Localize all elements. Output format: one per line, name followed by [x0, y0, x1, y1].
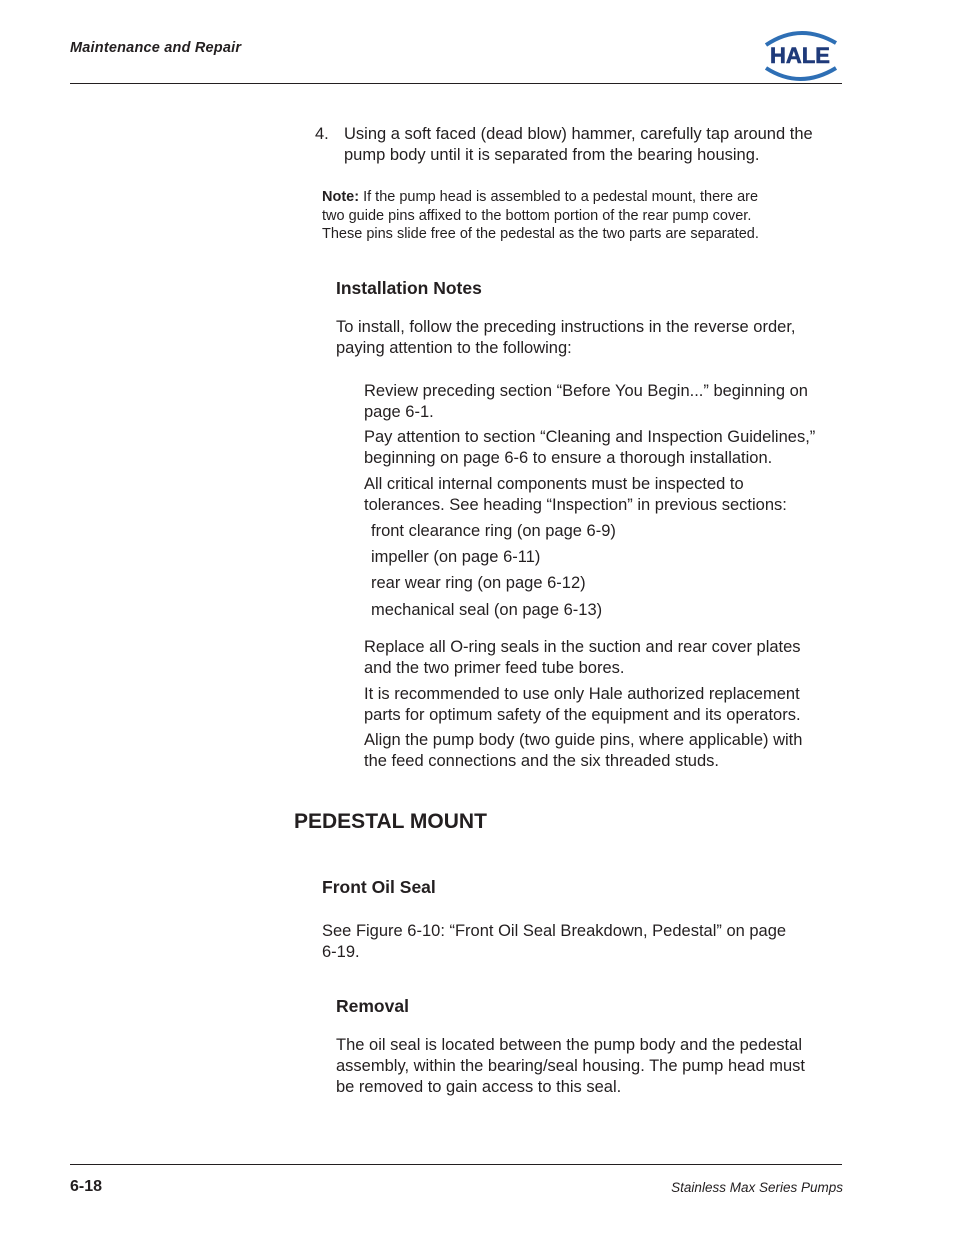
list-item-line: beginning on page 6-6 to ensure a thorough installation. [364, 449, 773, 467]
note-line-3: These pins slide free of the pedestal as the two parts are separated. [322, 226, 759, 242]
installation-item-6 [364, 730, 844, 772]
list-item-line: and the two primer feed tube bores. [364, 659, 625, 677]
list-item-line: Review preceding section “Before You Begin...” beginning on [364, 382, 808, 400]
list-item-line: Replace all O-ring seals in the suction and rear cover plates [364, 638, 801, 656]
list-item-line: parts for optimum safety of the equipment and its operators. [364, 706, 801, 724]
hale-logo [756, 26, 844, 84]
list-item-line: All critical internal components must be inspected to [364, 475, 744, 493]
list-item-line: Align the pump body (two guide pins, where applicable) with [364, 731, 803, 749]
inspection-subitem-rear-wear-ring: rear wear ring (on page 6-12) [371, 574, 586, 592]
step-4-line-1: Using a soft faced (dead blow) hammer, carefully tap around the [344, 125, 813, 143]
installation-item-4 [364, 637, 844, 679]
note-line-1: If the pump head is assembled to a pedestal mount, there are [359, 189, 759, 205]
installation-item-2 [364, 427, 844, 469]
removal-line-3: be removed to gain access to this seal. [336, 1078, 622, 1096]
footer-rule [70, 1164, 842, 1165]
front-oil-seal-text [322, 921, 842, 963]
note-label: Note: [322, 189, 360, 205]
installation-intro [336, 317, 846, 359]
installation-notes-heading: Installation Notes [336, 278, 482, 298]
inspection-subitem-mechanical-seal: mechanical seal (on page 6-13) [371, 601, 603, 619]
removal-line-2: assembly, within the bearing/seal housing. The pump head must [336, 1057, 805, 1075]
step-number: 4. [315, 125, 329, 143]
note-block [322, 188, 842, 244]
list-item-line: page 6-1. [364, 403, 434, 421]
installation-intro-line-1: To install, follow the preceding instructions in the reverse order, [336, 318, 796, 336]
pedestal-mount-heading: PEDESTAL MOUNT [294, 810, 487, 833]
logo-text: HALE [770, 43, 830, 68]
front-oil-seal-line-2: 6-19. [322, 943, 360, 961]
installation-item-1 [364, 381, 844, 423]
front-oil-seal-heading: Front Oil Seal [322, 877, 436, 897]
installation-item-5 [364, 684, 844, 726]
installation-intro-line-2: paying attention to the following: [336, 339, 572, 357]
note-line-2: two guide pins affixed to the bottom portion of the rear pump cover. [322, 207, 752, 224]
step-4-line-2: pump body until it is separated from the bearing housing. [344, 146, 760, 164]
header-rule [70, 83, 842, 84]
step-4 [315, 124, 855, 166]
list-item-line: tolerances. See heading “Inspection” in previous sections: [364, 496, 787, 514]
inspection-subitem-impeller: impeller (on page 6-11) [371, 548, 541, 566]
page-number: 6-18 [70, 1178, 103, 1195]
inspection-subitem-front-clearance-ring: front clearance ring (on page 6-9) [371, 522, 616, 540]
header-section-title: Maintenance and Repair [70, 40, 242, 56]
removal-line-1: The oil seal is located between the pump body and the pedestal [336, 1036, 802, 1054]
removal-heading: Removal [336, 996, 409, 1016]
document-title: Stainless Max Series Pumps [671, 1180, 843, 1195]
list-item-line: Pay attention to section “Cleaning and Inspection Guidelines,” [364, 428, 816, 446]
hale-logo-icon [756, 26, 844, 84]
list-item-line: It is recommended to use only Hale authorized replacement [364, 685, 800, 703]
front-oil-seal-line-1: See Figure 6-10: “Front Oil Seal Breakdown, Pedestal” on page [322, 922, 787, 940]
removal-text [336, 1035, 846, 1098]
list-item-line: the feed connections and the six threaded studs. [364, 752, 719, 770]
installation-item-3 [364, 474, 844, 516]
